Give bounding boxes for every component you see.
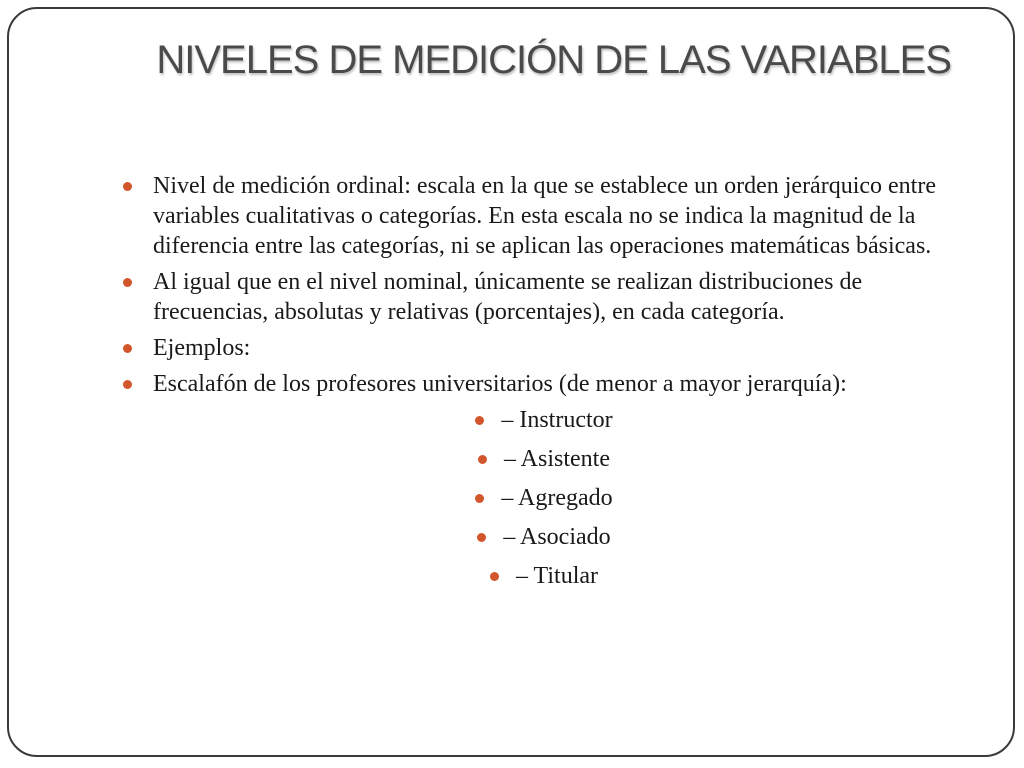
bullet-item (119, 369, 969, 399)
bullet-dot-icon (123, 182, 132, 191)
bullet-list (119, 171, 969, 399)
sub-bullet-text: – Asociado (503, 524, 611, 550)
bullet-dot-icon (477, 533, 486, 542)
bullet-item (119, 171, 969, 261)
sub-bullet-item (119, 444, 969, 474)
sub-bullet-list (119, 405, 969, 591)
bullet-dot-icon (475, 416, 484, 425)
sub-bullet-item (119, 522, 969, 552)
bullet-text: Al igual que en el nivel nominal, únicamente se realizan distribuciones de frecuencias, absolutas y relativas (porcentajes), en cada categoría. (153, 269, 863, 325)
sub-bullet-item (119, 561, 969, 591)
bullet-text: Escalafón de los profesores universitarios (de menor a mayor jerarquía): (153, 371, 847, 397)
slide-frame (7, 7, 1015, 757)
sub-bullet-text: – Instructor (501, 407, 613, 433)
bullet-dot-icon (123, 380, 132, 389)
bullet-dot-icon (490, 572, 499, 581)
bullet-dot-icon (478, 455, 487, 464)
slide-title: NIVELES DE MEDICIÓN DE LAS VARIABLES (156, 38, 951, 82)
bullet-item (119, 333, 969, 363)
bullet-dot-icon (123, 278, 132, 287)
bullet-dot-icon (475, 494, 484, 503)
sub-bullet-item (119, 405, 969, 435)
bullet-item (119, 267, 969, 327)
bullet-dot-icon (123, 344, 132, 353)
sub-bullet-text: – Asistente (504, 446, 610, 472)
sub-bullet-text: – Titular (515, 563, 599, 589)
slide-body (119, 171, 969, 600)
sub-bullet-item (119, 483, 969, 513)
bullet-text: Ejemplos: (153, 335, 251, 361)
sub-bullet-text: – Agregado (501, 485, 613, 511)
bullet-text: Nivel de medición ordinal: escala en la que se establece un orden jerárquico entre variables cualitativas o categorías. En esta escala no se indica la magnitud de la diferencia entre las categorías, ni se aplican las operaciones matemáticas básicas. (153, 173, 936, 259)
